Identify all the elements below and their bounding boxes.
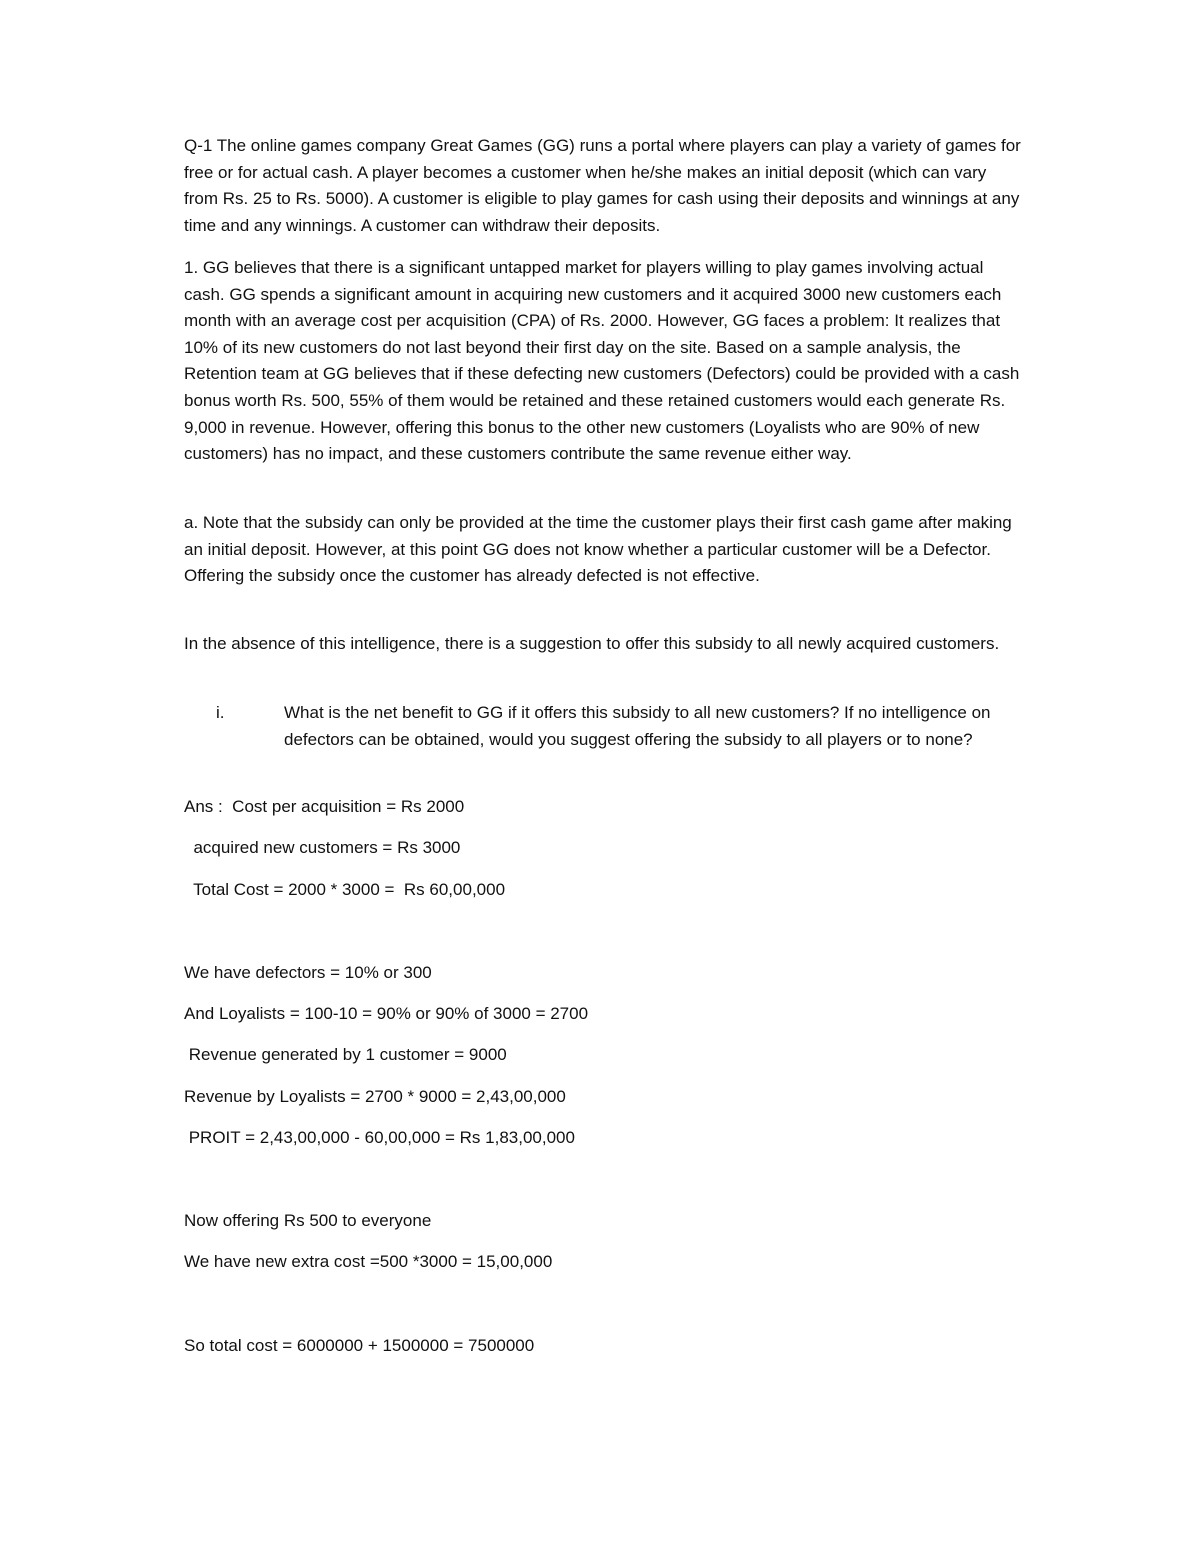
question-point-1: 1. GG believes that there is a significant untapped market for players willing to play games involving actual cash. GG spends a significant amount in acquiring new customers and it acquired 3000 new customers each month with an average cost per acquisition (CPA) of Rs. 2000. However, GG faces a problem: It realizes that 10% of its new customers do not last beyond their first day on the site. Based on a sample analysis, the Retention team at GG believes that if these defecting new customers (Defectors) could be provided with a cash bonus worth Rs. 500, 55% of them would be retained and these retained customers would each generate Rs. 9,000 in revenue. However, offering this bonus to the other new customers (Loyalists who are 90% of new customers) has no impact, and these customers contribute the same revenue either way.: [184, 258, 1020, 464]
answer-line-revenue-loyalists: Revenue by Loyalists = 2700 * 9000 = 2,43,00,000: [184, 1087, 566, 1106]
answer-line-new-total-cost: So total cost = 6000000 + 1500000 = 7500000: [184, 1336, 535, 1355]
answer-line-extra-cost: We have new extra cost =500 *3000 = 15,00,000: [184, 1252, 553, 1271]
question-suggestion: In the absence of this intelligence, there is a suggestion to offer this subsidy to all newly acquired customers.: [184, 634, 1000, 653]
answer-line-cpa: Ans : Cost per acquisition = Rs 2000: [184, 797, 465, 816]
sub-question-text: What is the net benefit to GG if it offers this subsidy to all new customers? If no intelligence on defectors can be obtained, would you suggest offering the subsidy to all players or to none?: [284, 703, 991, 749]
answer-line-offering: Now offering Rs 500 to everyone: [184, 1211, 432, 1230]
sub-question-number: i.: [216, 703, 225, 722]
answer-line-profit: PROIT = 2,43,00,000 - 60,00,000 = Rs 1,83,00,000: [184, 1128, 575, 1147]
answer-line-revenue-per-customer: Revenue generated by 1 customer = 9000: [184, 1045, 507, 1064]
answer-line-loyalists: And Loyalists = 100-10 = 90% or 90% of 3000 = 2700: [184, 1004, 589, 1023]
answer-line-customers: acquired new customers = Rs 3000: [184, 838, 461, 857]
answer-line-total-cost: Total Cost = 2000 * 3000 = Rs 60,00,000: [184, 880, 506, 899]
answer-line-defectors: We have defectors = 10% or 300: [184, 963, 432, 982]
question-intro: Q-1 The online games company Great Games (GG) runs a portal where players can play a variety of games for free or for actual cash. A player becomes a customer when he/she makes an initial deposit (which can vary from Rs. 25 to Rs. 5000). A customer is eligible to play games for cash using their deposits and winnings at any time and any winnings. A customer can withdraw their deposits.: [184, 136, 1021, 235]
question-note-a: a. Note that the subsidy can only be provided at the time the customer plays their first cash game after making an initial deposit. However, at this point GG does not know whether a particular customer will be a Defector. Offering the subsidy once the customer has already defected is not effective.: [184, 513, 1012, 586]
